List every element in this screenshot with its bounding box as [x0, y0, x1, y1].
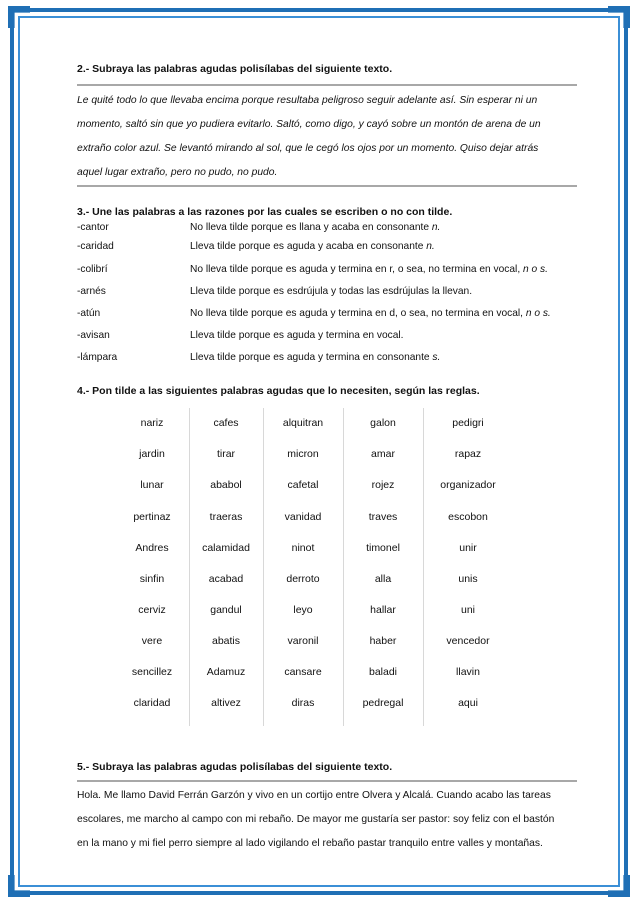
section-4-title: 4.- Pon tilde a las siguientes palabras agudas que lo necesiten, según las reglas. [77, 385, 480, 397]
word-cell: abatis [211, 635, 241, 647]
term: -avisan [77, 330, 110, 341]
word-cell: acabad [208, 573, 244, 585]
word-cell: llavin [456, 666, 480, 678]
word-cell: rojez [371, 479, 395, 491]
word-cell: unis [458, 573, 478, 585]
text-line: extraño color azul. Se levantó mirando al sol, que le cegó los ojos por un momento. Quiso dejar atrás [77, 143, 539, 154]
match-row [77, 308, 577, 326]
word-column [343, 408, 424, 726]
word-cell: traeras [209, 511, 243, 523]
divider [77, 780, 577, 782]
word-cell: baladi [368, 666, 398, 678]
word-cell: altivez [211, 697, 241, 709]
match-row [77, 222, 577, 240]
word-cell: timonel [366, 542, 400, 554]
text-line: Hola. Me llamo David Ferrán Garzón y vivo en un cortijo entre Olvera y Alcalá. Cuando acabo las tareas [77, 790, 551, 801]
text-line: momento, saltó sin que yo pudiera evitarlo. Saltó, como digo, y cayó sobre un montón de arena de un [77, 119, 541, 130]
word-column [189, 408, 264, 726]
word-cell: cafes [213, 417, 239, 429]
word-cell: cafetal [287, 479, 319, 491]
reason: Lleva tilde porque es esdrújula y todas las esdrújulas la llevan. [190, 286, 473, 297]
word-cell: cerviz [138, 604, 166, 616]
word-table [115, 408, 513, 726]
word-cell: vencedor [446, 635, 490, 647]
word-cell: escobon [448, 511, 488, 523]
word-cell: pertinaz [133, 511, 171, 523]
word-cell: calamidad [202, 542, 250, 554]
match-row [77, 241, 577, 259]
reason: No lleva tilde porque es llana y acaba en consonante n. [190, 222, 441, 233]
word-cell: rapaz [454, 448, 482, 460]
text-line: aquel lugar extraño, pero no pudo, no pudo. [77, 167, 278, 178]
section-5-text [77, 784, 577, 856]
word-cell: pedregal [362, 697, 404, 709]
word-cell: vanidad [284, 511, 322, 523]
section-3-title: 3.- Une las palabras a las razones por las cuales se escriben o no con tilde. [77, 206, 453, 218]
word-cell: nariz [140, 417, 164, 429]
word-cell: Andres [135, 542, 169, 554]
reason: No lleva tilde porque es aguda y termina en d, o sea, no termina en vocal, n o s. [190, 308, 551, 319]
section-2-title: 2.- Subraya las palabras agudas polisílabas del siguiente texto. [77, 63, 393, 75]
term: -cantor [77, 222, 109, 233]
section-2-text [77, 89, 577, 185]
word-cell: uni [460, 604, 475, 616]
text-line: en la mano y mi fiel perro siempre al lado vigilando el rebaño pastar tranquilo entre valles y montañas. [77, 838, 543, 849]
word-cell: claridad [133, 697, 171, 709]
word-cell: vere [141, 635, 163, 647]
word-cell: unir [459, 542, 477, 554]
word-cell: hallar [370, 604, 396, 616]
word-cell: galon [370, 417, 396, 429]
match-row [77, 264, 577, 282]
word-cell: traves [368, 511, 398, 523]
match-row [77, 352, 577, 370]
word-cell: tirar [216, 448, 236, 460]
text-line: escolares, me marcho al campo con mi rebaño. De mayor me gustaría ser pastor: soy feliz con el bastón [77, 814, 555, 825]
match-row [77, 286, 577, 304]
text-line: Le quité todo lo que llevaba encima porque resultaba peligroso seguir adelante así. Sin esperar ni un [77, 95, 538, 106]
word-cell: alla [374, 573, 392, 585]
word-cell: ninot [291, 542, 315, 554]
section-5-title: 5.- Subraya las palabras agudas polisílabas del siguiente texto. [77, 761, 393, 773]
reason: No lleva tilde porque es aguda y termina en r, o sea, no termina en vocal, n o s. [190, 264, 548, 275]
word-cell: gandul [210, 604, 242, 616]
term: -colibrí [77, 264, 108, 275]
match-row [77, 330, 577, 348]
word-cell: jardin [139, 448, 165, 460]
word-cell: diras [291, 697, 315, 709]
term: -lámpara [77, 352, 118, 363]
word-cell: amar [371, 448, 395, 460]
word-column [115, 408, 190, 726]
word-cell: organizador [440, 479, 496, 491]
word-cell: sinfin [139, 573, 165, 585]
word-cell: alquitran [282, 417, 324, 429]
term: -atún [77, 308, 101, 319]
reason: Lleva tilde porque es aguda y acaba en consonante n. [190, 241, 435, 252]
term: -arnés [77, 286, 106, 297]
divider [77, 185, 577, 187]
term: -caridad [77, 241, 114, 252]
word-column [263, 408, 344, 726]
word-cell: derroto [286, 573, 320, 585]
divider [77, 84, 577, 86]
word-cell: varonil [287, 635, 319, 647]
word-cell: pedigri [452, 417, 484, 429]
word-cell: micron [287, 448, 319, 460]
word-cell: ababol [210, 479, 242, 491]
word-cell: sencillez [131, 666, 173, 678]
word-column [423, 408, 513, 726]
word-cell: leyo [293, 604, 313, 616]
reason: Lleva tilde porque es aguda y termina en consonante s. [190, 352, 441, 363]
word-cell: Adamuz [206, 666, 246, 678]
word-cell: haber [369, 635, 397, 647]
word-cell: lunar [140, 479, 164, 491]
word-cell: aqui [458, 697, 478, 709]
reason: Lleva tilde porque es aguda y termina en vocal. [190, 330, 404, 341]
word-cell: cansare [284, 666, 322, 678]
